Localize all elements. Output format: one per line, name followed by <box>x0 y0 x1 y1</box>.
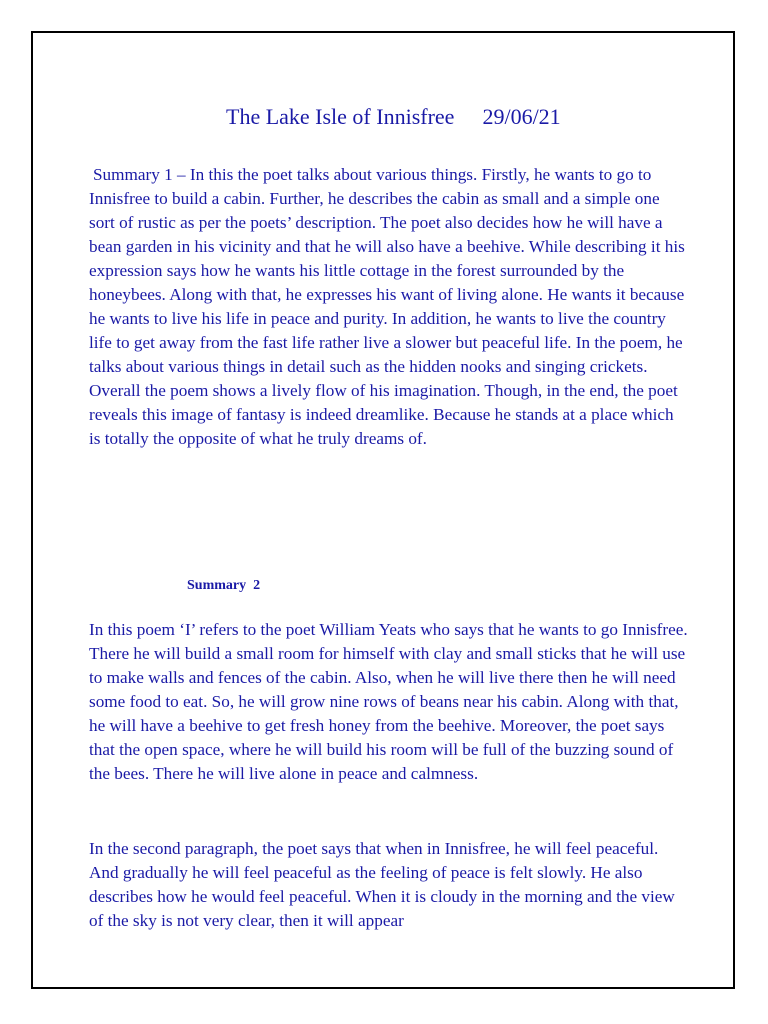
document-title: The Lake Isle of Innisfree <box>226 104 455 129</box>
document-date: 29/06/21 <box>482 104 561 129</box>
summary-1-paragraph: Summary 1 – In this the poet talks about various things. Firstly, he wants to go to Innisfree to build a cabin. Further, he describes the cabin as small and a simple one sort of rustic as per the poets’ description. The poet also decides how he will have a bean garden in his vicinity and that he will also have a beehive. While describing it his expression says how he wants his little cottage in the forest surrounded by the honeybees. Along with that, he expresses his want of living alone. He wants it because he wants to live his life in peace and purity. In addition, he wants to live the country life to get away from the fast life rather live a slower but peaceful life. In the poem, he talks about various things in detail such as the hidden nooks and singing crickets. Overall the poem shows a lively flow of his imagination. Though, in the end, the poet reveals this image of fantasy is indeed dreamlike. Because he stands at a place which is totally the opposite of what he truly dreams of. <box>89 165 685 448</box>
summary-2-paragraph-2: In the second paragraph, the poet says that when in Innisfree, he will feel peaceful. And gradually he will feel peaceful as the feeling of peace is felt slowly. He also describes how he would feel peaceful. When it is cloudy in the morning and the view of the sky is not very clear, then it will appear <box>89 839 675 930</box>
summary-2-heading: Summary 2 <box>187 578 261 593</box>
summary-2-paragraph-1: In this poem ‘I’ refers to the poet William Yeats who says that he wants to go Innisfree. There he will build a small room for himself with clay and small sticks that he will use to make walls and fences of the cabin. Also, when he will live there then he will need some food to eat. So, he will grow nine rows of beans near his cabin. Along with that, he will have a beehive to get fresh honey from the beehive. Moreover, the poet says that the open space, where he will build his room will be full of the buzzing sound of the bees. There he will live alone in peace and calmness. <box>89 620 688 783</box>
document-title-line <box>226 104 561 130</box>
